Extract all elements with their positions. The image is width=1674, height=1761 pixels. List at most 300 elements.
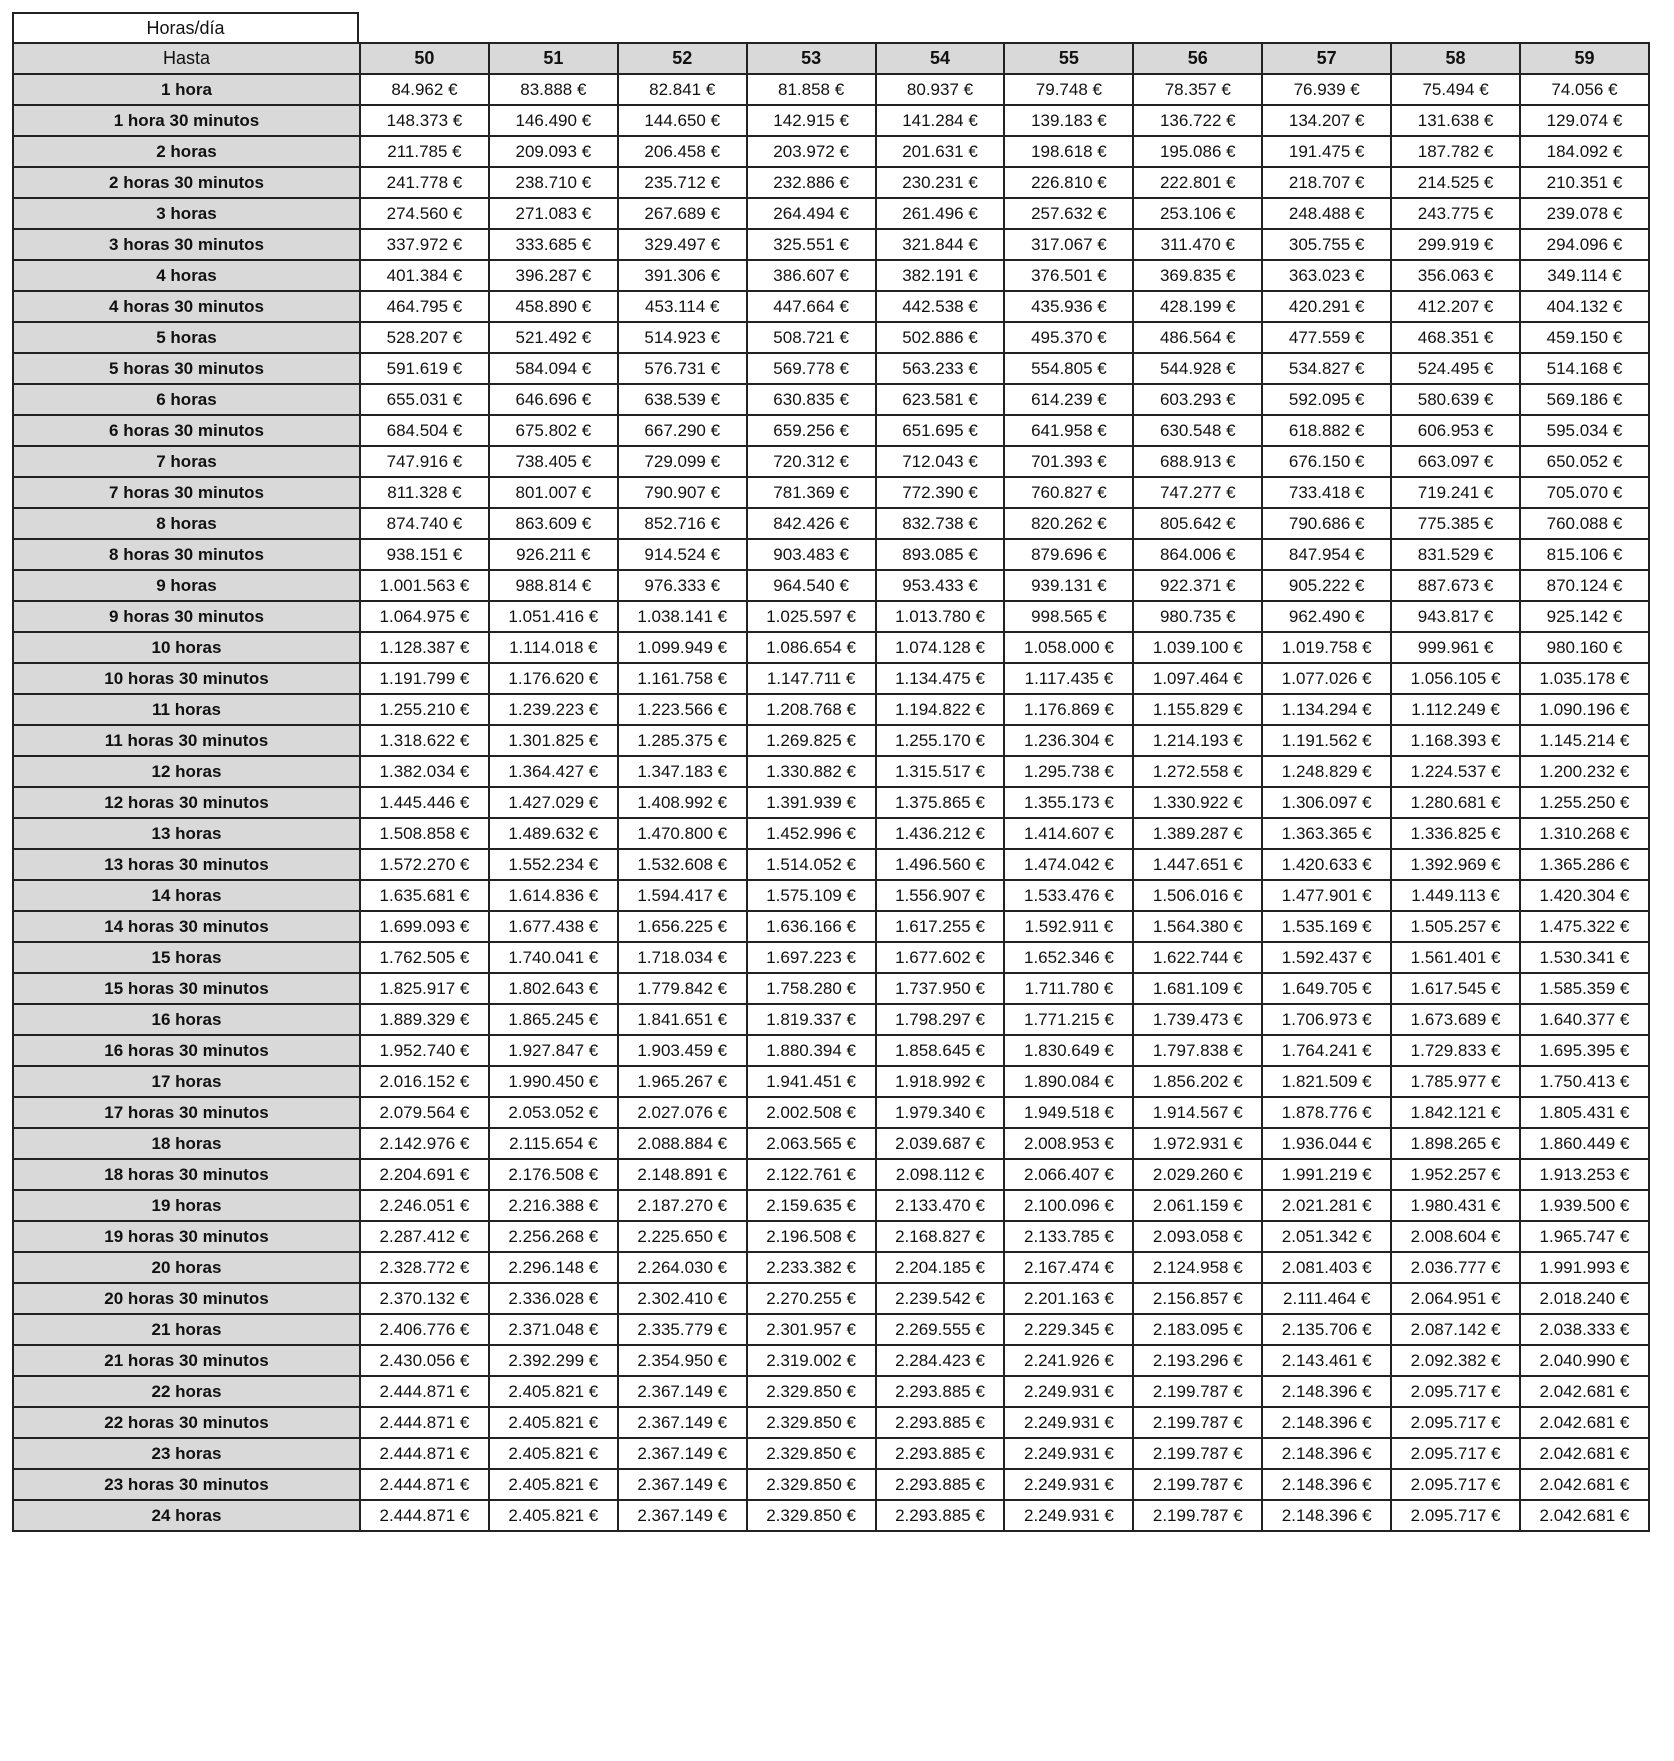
price-cell: 684.504 €	[360, 415, 489, 446]
price-cell: 1.315.517 €	[876, 756, 1005, 787]
price-cell: 514.923 €	[618, 322, 747, 353]
price-cell: 2.002.508 €	[747, 1097, 876, 1128]
price-cell: 1.572.270 €	[360, 849, 489, 880]
price-cell: 2.329.850 €	[747, 1438, 876, 1469]
price-cell: 805.642 €	[1133, 508, 1262, 539]
price-cell: 226.810 €	[1004, 167, 1133, 198]
price-cell: 1.155.829 €	[1133, 694, 1262, 725]
price-cell: 887.673 €	[1391, 570, 1520, 601]
price-cell: 232.886 €	[747, 167, 876, 198]
price-cell: 1.617.545 €	[1391, 973, 1520, 1004]
price-cell: 1.097.464 €	[1133, 663, 1262, 694]
column-header: 59	[1520, 43, 1649, 74]
price-cell: 2.042.681 €	[1520, 1407, 1649, 1438]
price-cell: 646.696 €	[489, 384, 618, 415]
price-cell: 863.609 €	[489, 508, 618, 539]
table-row	[13, 880, 1649, 911]
price-cell: 832.738 €	[876, 508, 1005, 539]
price-cell: 317.067 €	[1004, 229, 1133, 260]
price-cell: 1.248.829 €	[1262, 756, 1391, 787]
price-cell: 2.249.931 €	[1004, 1407, 1133, 1438]
price-cell: 2.405.821 €	[489, 1438, 618, 1469]
price-cell: 2.371.048 €	[489, 1314, 618, 1345]
price-cell: 459.150 €	[1520, 322, 1649, 353]
price-cell: 2.444.871 €	[360, 1438, 489, 1469]
table-row	[13, 1128, 1649, 1159]
price-cell: 1.889.329 €	[360, 1004, 489, 1035]
price-cell: 1.695.395 €	[1520, 1035, 1649, 1066]
price-cell: 641.958 €	[1004, 415, 1133, 446]
row-label: 3 horas 30 minutos	[13, 229, 360, 260]
column-header: 58	[1391, 43, 1520, 74]
price-cell: 831.529 €	[1391, 539, 1520, 570]
price-cell: 1.489.632 €	[489, 818, 618, 849]
price-cell: 2.405.821 €	[489, 1407, 618, 1438]
price-cell: 1.191.799 €	[360, 663, 489, 694]
price-cell: 274.560 €	[360, 198, 489, 229]
price-cell: 874.740 €	[360, 508, 489, 539]
price-cell: 2.167.474 €	[1004, 1252, 1133, 1283]
price-cell: 1.038.141 €	[618, 601, 747, 632]
price-cell: 879.696 €	[1004, 539, 1133, 570]
price-cell: 576.731 €	[618, 353, 747, 384]
price-cell: 893.085 €	[876, 539, 1005, 570]
row-label: 2 horas	[13, 136, 360, 167]
price-cell: 1.117.435 €	[1004, 663, 1133, 694]
price-cell: 141.284 €	[876, 105, 1005, 136]
price-cell: 2.092.382 €	[1391, 1345, 1520, 1376]
price-cell: 2.168.827 €	[876, 1221, 1005, 1252]
price-cell: 1.635.681 €	[360, 880, 489, 911]
price-cell: 1.477.901 €	[1262, 880, 1391, 911]
price-cell: 2.256.268 €	[489, 1221, 618, 1252]
price-cell: 1.295.738 €	[1004, 756, 1133, 787]
price-cell: 999.961 €	[1391, 632, 1520, 663]
price-cell: 2.233.382 €	[747, 1252, 876, 1283]
price-cell: 241.778 €	[360, 167, 489, 198]
price-cell: 2.199.787 €	[1133, 1407, 1262, 1438]
price-cell: 1.699.093 €	[360, 911, 489, 942]
price-cell: 257.632 €	[1004, 198, 1133, 229]
price-cell: 2.329.850 €	[747, 1376, 876, 1407]
price-cell: 675.802 €	[489, 415, 618, 446]
price-cell: 1.208.768 €	[747, 694, 876, 725]
price-cell: 2.293.885 €	[876, 1469, 1005, 1500]
row-label: 6 horas	[13, 384, 360, 415]
price-cell: 1.965.747 €	[1520, 1221, 1649, 1252]
table-row	[13, 1469, 1649, 1500]
price-cell: 1.865.245 €	[489, 1004, 618, 1035]
row-label: 23 horas 30 minutos	[13, 1469, 360, 1500]
price-cell: 1.505.257 €	[1391, 911, 1520, 942]
price-cell: 980.160 €	[1520, 632, 1649, 663]
price-cell: 1.364.427 €	[489, 756, 618, 787]
row-label: 1 hora 30 minutos	[13, 105, 360, 136]
price-cell: 2.367.149 €	[618, 1500, 747, 1531]
price-cell: 712.043 €	[876, 446, 1005, 477]
price-cell: 1.711.780 €	[1004, 973, 1133, 1004]
price-cell: 2.367.149 €	[618, 1407, 747, 1438]
price-cell: 2.115.654 €	[489, 1128, 618, 1159]
price-cell: 630.835 €	[747, 384, 876, 415]
price-cell: 1.785.977 €	[1391, 1066, 1520, 1097]
row-label: 19 horas	[13, 1190, 360, 1221]
price-cell: 1.979.340 €	[876, 1097, 1005, 1128]
table-row	[13, 446, 1649, 477]
hasta-header: Hasta	[13, 43, 360, 74]
price-cell: 1.389.287 €	[1133, 818, 1262, 849]
price-cell: 1.420.304 €	[1520, 880, 1649, 911]
row-label: 7 horas	[13, 446, 360, 477]
price-cell: 988.814 €	[489, 570, 618, 601]
price-cell: 76.939 €	[1262, 74, 1391, 105]
price-cell: 2.249.931 €	[1004, 1438, 1133, 1469]
price-cell: 83.888 €	[489, 74, 618, 105]
price-cell: 2.087.142 €	[1391, 1314, 1520, 1345]
price-cell: 2.148.396 €	[1262, 1500, 1391, 1531]
table-row	[13, 1500, 1649, 1531]
price-cell: 248.488 €	[1262, 198, 1391, 229]
price-cell: 1.535.169 €	[1262, 911, 1391, 942]
row-label: 8 horas	[13, 508, 360, 539]
price-cell: 2.029.260 €	[1133, 1159, 1262, 1190]
price-cell: 1.673.689 €	[1391, 1004, 1520, 1035]
price-cell: 2.036.777 €	[1391, 1252, 1520, 1283]
price-cell: 1.622.744 €	[1133, 942, 1262, 973]
price-cell: 733.418 €	[1262, 477, 1391, 508]
table-row	[13, 198, 1649, 229]
price-cell: 201.631 €	[876, 136, 1005, 167]
price-cell: 651.695 €	[876, 415, 1005, 446]
price-cell: 1.636.166 €	[747, 911, 876, 942]
table-row	[13, 1066, 1649, 1097]
price-cell: 811.328 €	[360, 477, 489, 508]
price-cell: 139.183 €	[1004, 105, 1133, 136]
price-cell: 663.097 €	[1391, 446, 1520, 477]
price-cell: 1.318.622 €	[360, 725, 489, 756]
price-cell: 1.764.241 €	[1262, 1035, 1391, 1066]
price-cell: 1.147.711 €	[747, 663, 876, 694]
price-cell: 618.882 €	[1262, 415, 1391, 446]
price-cell: 203.972 €	[747, 136, 876, 167]
price-cell: 2.293.885 €	[876, 1376, 1005, 1407]
row-label: 5 horas 30 minutos	[13, 353, 360, 384]
price-cell: 2.148.396 €	[1262, 1438, 1391, 1469]
table-row	[13, 818, 1649, 849]
price-cell: 1.556.907 €	[876, 880, 1005, 911]
row-label: 18 horas	[13, 1128, 360, 1159]
price-cell: 2.018.240 €	[1520, 1283, 1649, 1314]
price-cell: 2.199.787 €	[1133, 1500, 1262, 1531]
price-cell: 148.373 €	[360, 105, 489, 136]
price-cell: 1.056.105 €	[1391, 663, 1520, 694]
price-cell: 264.494 €	[747, 198, 876, 229]
price-cell: 2.135.706 €	[1262, 1314, 1391, 1345]
table-row	[13, 167, 1649, 198]
price-cell: 2.021.281 €	[1262, 1190, 1391, 1221]
price-cell: 738.405 €	[489, 446, 618, 477]
price-cell: 420.291 €	[1262, 291, 1391, 322]
price-cell: 458.890 €	[489, 291, 618, 322]
price-cell: 74.056 €	[1520, 74, 1649, 105]
rate-table-sheet	[12, 12, 1648, 1532]
price-cell: 206.458 €	[618, 136, 747, 167]
price-cell: 2.039.687 €	[876, 1128, 1005, 1159]
price-cell: 1.677.602 €	[876, 942, 1005, 973]
price-cell: 2.133.470 €	[876, 1190, 1005, 1221]
price-cell: 428.199 €	[1133, 291, 1262, 322]
price-cell: 1.310.268 €	[1520, 818, 1649, 849]
price-cell: 294.096 €	[1520, 229, 1649, 260]
price-cell: 2.193.296 €	[1133, 1345, 1262, 1376]
price-cell: 1.880.394 €	[747, 1035, 876, 1066]
price-cell: 2.064.951 €	[1391, 1283, 1520, 1314]
price-cell: 435.936 €	[1004, 291, 1133, 322]
table-row	[13, 229, 1649, 260]
price-cell: 1.025.597 €	[747, 601, 876, 632]
column-header: 51	[489, 43, 618, 74]
row-label: 13 horas 30 minutos	[13, 849, 360, 880]
price-cell: 391.306 €	[618, 260, 747, 291]
price-cell: 2.042.681 €	[1520, 1469, 1649, 1500]
price-cell: 2.430.056 €	[360, 1345, 489, 1376]
price-cell: 1.656.225 €	[618, 911, 747, 942]
table-row	[13, 1407, 1649, 1438]
price-cell: 2.159.635 €	[747, 1190, 876, 1221]
price-cell: 2.329.850 €	[747, 1469, 876, 1500]
price-cell: 914.524 €	[618, 539, 747, 570]
price-cell: 1.594.417 €	[618, 880, 747, 911]
table-row	[13, 1190, 1649, 1221]
column-header: 53	[747, 43, 876, 74]
price-cell: 2.229.345 €	[1004, 1314, 1133, 1345]
table-row	[13, 911, 1649, 942]
price-cell: 1.797.838 €	[1133, 1035, 1262, 1066]
price-cell: 1.779.842 €	[618, 973, 747, 1004]
price-cell: 412.207 €	[1391, 291, 1520, 322]
price-cell: 595.034 €	[1520, 415, 1649, 446]
price-cell: 349.114 €	[1520, 260, 1649, 291]
price-cell: 222.801 €	[1133, 167, 1262, 198]
price-cell: 2.098.112 €	[876, 1159, 1005, 1190]
table-row	[13, 105, 1649, 136]
price-cell: 1.236.304 €	[1004, 725, 1133, 756]
price-cell: 2.093.058 €	[1133, 1221, 1262, 1252]
price-cell: 1.677.438 €	[489, 911, 618, 942]
price-cell: 1.134.294 €	[1262, 694, 1391, 725]
price-cell: 198.618 €	[1004, 136, 1133, 167]
price-cell: 2.216.388 €	[489, 1190, 618, 1221]
price-cell: 1.064.975 €	[360, 601, 489, 632]
price-cell: 1.112.249 €	[1391, 694, 1520, 725]
price-cell: 1.936.044 €	[1262, 1128, 1391, 1159]
price-cell: 2.336.028 €	[489, 1283, 618, 1314]
price-cell: 2.241.926 €	[1004, 1345, 1133, 1376]
price-cell: 1.762.505 €	[360, 942, 489, 973]
price-cell: 1.436.212 €	[876, 818, 1005, 849]
price-cell: 922.371 €	[1133, 570, 1262, 601]
price-cell: 580.639 €	[1391, 384, 1520, 415]
column-header: 57	[1262, 43, 1391, 74]
price-cell: 1.681.109 €	[1133, 973, 1262, 1004]
price-cell: 1.330.922 €	[1133, 787, 1262, 818]
price-cell: 1.819.337 €	[747, 1004, 876, 1035]
price-cell: 1.991.219 €	[1262, 1159, 1391, 1190]
price-cell: 329.497 €	[618, 229, 747, 260]
price-cell: 1.652.346 €	[1004, 942, 1133, 973]
row-label: 18 horas 30 minutos	[13, 1159, 360, 1190]
table-row	[13, 601, 1649, 632]
price-cell: 2.042.681 €	[1520, 1500, 1649, 1531]
price-cell: 502.886 €	[876, 322, 1005, 353]
price-cell: 214.525 €	[1391, 167, 1520, 198]
price-cell: 1.035.178 €	[1520, 663, 1649, 694]
price-cell: 790.907 €	[618, 477, 747, 508]
row-label: 1 hora	[13, 74, 360, 105]
table-row	[13, 849, 1649, 880]
price-cell: 1.860.449 €	[1520, 1128, 1649, 1159]
price-cell: 980.735 €	[1133, 601, 1262, 632]
table-row	[13, 477, 1649, 508]
price-cell: 2.143.461 €	[1262, 1345, 1391, 1376]
price-cell: 2.284.423 €	[876, 1345, 1005, 1376]
price-cell: 2.095.717 €	[1391, 1469, 1520, 1500]
price-cell: 1.506.016 €	[1133, 880, 1262, 911]
price-cell: 337.972 €	[360, 229, 489, 260]
price-cell: 1.330.882 €	[747, 756, 876, 787]
price-cell: 1.496.560 €	[876, 849, 1005, 880]
price-cell: 2.148.396 €	[1262, 1469, 1391, 1500]
price-cell: 1.019.758 €	[1262, 632, 1391, 663]
price-cell: 1.592.911 €	[1004, 911, 1133, 942]
price-cell: 606.953 €	[1391, 415, 1520, 446]
price-cell: 544.928 €	[1133, 353, 1262, 384]
price-cell: 1.239.223 €	[489, 694, 618, 725]
price-cell: 1.077.026 €	[1262, 663, 1391, 694]
price-cell: 521.492 €	[489, 322, 618, 353]
price-cell: 1.375.865 €	[876, 787, 1005, 818]
price-cell: 2.329.850 €	[747, 1500, 876, 1531]
price-cell: 321.844 €	[876, 229, 1005, 260]
table-row	[13, 1283, 1649, 1314]
price-cell: 2.051.342 €	[1262, 1221, 1391, 1252]
price-cell: 842.426 €	[747, 508, 876, 539]
table-row	[13, 787, 1649, 818]
price-cell: 1.391.939 €	[747, 787, 876, 818]
price-cell: 144.650 €	[618, 105, 747, 136]
row-label: 22 horas 30 minutos	[13, 1407, 360, 1438]
price-cell: 1.470.800 €	[618, 818, 747, 849]
price-cell: 363.023 €	[1262, 260, 1391, 291]
price-cell: 1.200.232 €	[1520, 756, 1649, 787]
price-cell: 1.039.100 €	[1133, 632, 1262, 663]
price-cell: 1.255.170 €	[876, 725, 1005, 756]
row-label: 9 horas	[13, 570, 360, 601]
table-row	[13, 756, 1649, 787]
price-cell: 2.061.159 €	[1133, 1190, 1262, 1221]
price-cell: 1.706.973 €	[1262, 1004, 1391, 1035]
price-cell: 129.074 €	[1520, 105, 1649, 136]
price-cell: 638.539 €	[618, 384, 747, 415]
price-cell: 2.249.931 €	[1004, 1376, 1133, 1407]
column-header: 55	[1004, 43, 1133, 74]
price-cell: 184.092 €	[1520, 136, 1649, 167]
price-cell: 78.357 €	[1133, 74, 1262, 105]
row-label: 14 horas	[13, 880, 360, 911]
price-cell: 1.939.500 €	[1520, 1190, 1649, 1221]
price-cell: 1.447.651 €	[1133, 849, 1262, 880]
price-cell: 2.008.953 €	[1004, 1128, 1133, 1159]
price-cell: 1.927.847 €	[489, 1035, 618, 1066]
price-cell: 1.134.475 €	[876, 663, 1005, 694]
price-cell: 659.256 €	[747, 415, 876, 446]
price-cell: 760.088 €	[1520, 508, 1649, 539]
row-label: 21 horas	[13, 1314, 360, 1345]
price-cell: 238.710 €	[489, 167, 618, 198]
price-cell: 210.351 €	[1520, 167, 1649, 198]
price-cell: 2.066.407 €	[1004, 1159, 1133, 1190]
price-cell: 1.718.034 €	[618, 942, 747, 973]
price-cell: 333.685 €	[489, 229, 618, 260]
price-cell: 676.150 €	[1262, 446, 1391, 477]
price-cell: 720.312 €	[747, 446, 876, 477]
price-cell: 2.225.650 €	[618, 1221, 747, 1252]
price-cell: 1.737.950 €	[876, 973, 1005, 1004]
price-cell: 2.264.030 €	[618, 1252, 747, 1283]
price-cell: 1.640.377 €	[1520, 1004, 1649, 1035]
price-cell: 998.565 €	[1004, 601, 1133, 632]
price-cell: 1.758.280 €	[747, 973, 876, 1004]
price-cell: 2.301.957 €	[747, 1314, 876, 1345]
row-label: 6 horas 30 minutos	[13, 415, 360, 446]
price-cell: 2.406.776 €	[360, 1314, 489, 1345]
table-row	[13, 942, 1649, 973]
price-cell: 623.581 €	[876, 384, 1005, 415]
price-cell: 1.649.705 €	[1262, 973, 1391, 1004]
price-cell: 1.952.257 €	[1391, 1159, 1520, 1190]
table-row	[13, 291, 1649, 322]
price-cell: 261.496 €	[876, 198, 1005, 229]
price-cell: 563.233 €	[876, 353, 1005, 384]
price-cell: 253.106 €	[1133, 198, 1262, 229]
price-cell: 1.301.825 €	[489, 725, 618, 756]
price-cell: 1.255.250 €	[1520, 787, 1649, 818]
price-cell: 1.099.949 €	[618, 632, 747, 663]
table-row	[13, 1376, 1649, 1407]
price-cell: 1.508.858 €	[360, 818, 489, 849]
price-cell: 1.913.253 €	[1520, 1159, 1649, 1190]
price-cell: 2.148.396 €	[1262, 1407, 1391, 1438]
price-cell: 2.328.772 €	[360, 1252, 489, 1283]
price-cell: 508.721 €	[747, 322, 876, 353]
price-cell: 2.156.857 €	[1133, 1283, 1262, 1314]
price-cell: 1.552.234 €	[489, 849, 618, 880]
row-label: 11 horas 30 minutos	[13, 725, 360, 756]
price-cell: 325.551 €	[747, 229, 876, 260]
price-cell: 495.370 €	[1004, 322, 1133, 353]
price-cell: 195.086 €	[1133, 136, 1262, 167]
price-cell: 1.697.223 €	[747, 942, 876, 973]
price-cell: 2.095.717 €	[1391, 1376, 1520, 1407]
price-cell: 1.914.567 €	[1133, 1097, 1262, 1128]
row-label: 9 horas 30 minutos	[13, 601, 360, 632]
price-cell: 1.561.401 €	[1391, 942, 1520, 973]
price-cell: 962.490 €	[1262, 601, 1391, 632]
price-cell: 1.168.393 €	[1391, 725, 1520, 756]
price-cell: 1.532.608 €	[618, 849, 747, 880]
table-body	[13, 74, 1649, 1531]
price-cell: 1.114.018 €	[489, 632, 618, 663]
